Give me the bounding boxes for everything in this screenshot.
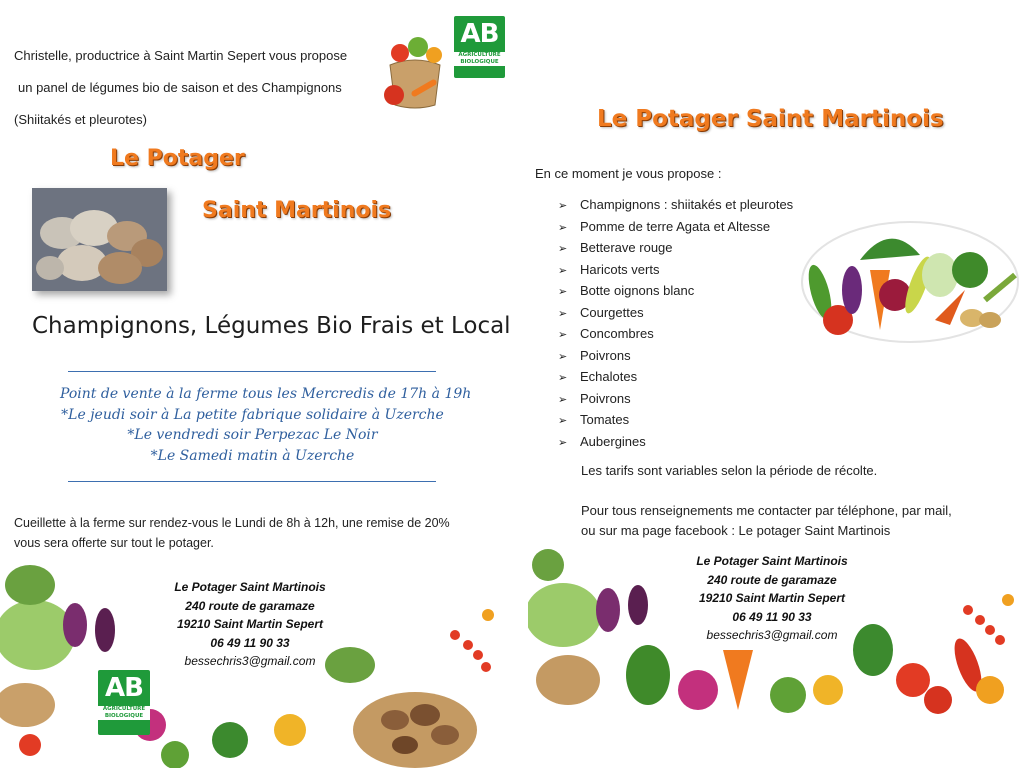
schedule-rule-bottom: [68, 481, 436, 482]
cueillette-line-2: vous sera offerte sur tout le potager.: [14, 536, 214, 550]
arrow-bullet-icon: ➢: [558, 286, 568, 298]
list-item: ➢ Haricots verts: [558, 260, 793, 282]
list-item: ➢ Courgettes: [558, 303, 793, 325]
arrow-bullet-icon: ➢: [558, 243, 568, 255]
vegetable-sticker: [800, 220, 1020, 345]
list-item: ➢ Tomates: [558, 410, 793, 432]
vegetable-basket-icon: [380, 25, 450, 110]
schedule-line-2: *Le jeudi soir à La petite fabrique solidaire à Uzerche: [61, 406, 444, 423]
left-address: [150, 578, 350, 671]
ab-caption-2: BIOLOGIQUE: [454, 59, 505, 66]
ab-organic-logo-bottom: [98, 670, 150, 735]
intro-line-2: un panel de légumes bio de saison et des Champignons: [18, 80, 342, 95]
right-address: [672, 552, 872, 645]
address-phone: 06 49 11 90 33: [732, 609, 812, 624]
address-street: 240 route de garamaze: [185, 598, 315, 613]
propose-text: En ce moment je vous propose :: [535, 166, 722, 181]
left-headline: Champignons, Légumes Bio Frais et Local: [32, 313, 511, 339]
ab-caption-1: AGRICULTURE: [454, 52, 505, 59]
arrow-bullet-icon: ➢: [558, 264, 568, 277]
contact-line-1: Pour tous renseignements me contacter par téléphone, par mail,: [581, 503, 952, 518]
ab-caption-2-bottom: BIOLOGIQUE: [98, 713, 150, 720]
arrow-bullet-icon: ➢: [558, 221, 568, 234]
address-city: 19210 Saint Martin Sepert: [176, 617, 324, 631]
cueillette-line-1: Cueillette à la ferme sur rendez-vous le Lundi de 8h à 12h, une remise de 20%: [14, 516, 450, 530]
schedule-line-3: *Le vendredi soir Perpezac Le Noir: [127, 427, 378, 443]
list-item: ➢ Echalotes: [558, 367, 793, 389]
cueillette-text: [14, 513, 450, 553]
address-street: 240 route de garamaze: [707, 572, 837, 587]
contact-text: [581, 501, 952, 541]
arrow-bullet-icon: ➢: [558, 307, 568, 320]
schedule-line-4: *Le Samedi matin à Uzerche: [150, 447, 355, 464]
address-email: bessechris3@gmail.com: [706, 628, 838, 642]
arrow-bullet-icon: ➢: [558, 415, 568, 427]
address-name: Le Potager Saint Martinois: [174, 580, 326, 594]
address-phone: 06 49 11 90 33: [210, 635, 290, 650]
schedule-rule-top: [68, 371, 436, 372]
contact-line-2: ou sur ma page facebook : Le potager Saint Martinois: [581, 523, 891, 538]
tarifs-text: Les tarifs sont variables selon la période de récolte.: [581, 463, 878, 478]
intro-line-3: (Shiitakés et pleurotes): [14, 112, 147, 127]
arrow-bullet-icon: ➢: [558, 372, 568, 384]
schedule-line-1: Point de vente à la ferme tous les Mercredis de 17h à 19h: [60, 386, 472, 402]
address-name: Le Potager Saint Martinois: [696, 554, 848, 568]
list-item: ➢ Botte oignons blanc: [558, 281, 793, 303]
list-item: ➢ Pomme de terre Agata et Altesse: [558, 217, 793, 239]
right-title: Le Potager Saint Martinois: [597, 106, 944, 132]
arrow-bullet-icon: ➢: [558, 350, 568, 363]
list-item: ➢ Concombres: [558, 324, 793, 346]
ab-letters: AB: [460, 19, 499, 49]
product-list: [558, 195, 793, 453]
address-email: bessechris3@gmail.com: [184, 654, 316, 668]
address-city: 19210 Saint Martin Sepert: [698, 591, 846, 605]
list-item: ➢ Champignons : shiitakés et pleurotes: [558, 195, 793, 217]
ab-organic-logo: [454, 16, 505, 78]
ab-caption-1-bottom: AGRICULTURE: [98, 706, 150, 713]
arrow-bullet-icon: ➢: [558, 200, 568, 212]
list-item: ➢ Aubergines: [558, 432, 793, 454]
schedule-block: [60, 384, 472, 466]
list-item: ➢ Poivrons: [558, 346, 793, 368]
left-title-line-1: Le Potager: [110, 146, 245, 171]
intro-line-1: Christelle, productrice à Saint Martin Sepert vous propose: [14, 48, 348, 63]
arrow-bullet-icon: ➢: [558, 329, 568, 341]
list-item: ➢ Betterave rouge: [558, 238, 793, 260]
ab-letters-bottom: AB: [105, 673, 143, 703]
mushroom-photo: [32, 188, 167, 291]
arrow-bullet-icon: ➢: [558, 436, 568, 449]
list-item: ➢ Poivrons: [558, 389, 793, 411]
arrow-bullet-icon: ➢: [558, 393, 568, 406]
left-title-line-2: Saint Martinois: [202, 198, 392, 223]
